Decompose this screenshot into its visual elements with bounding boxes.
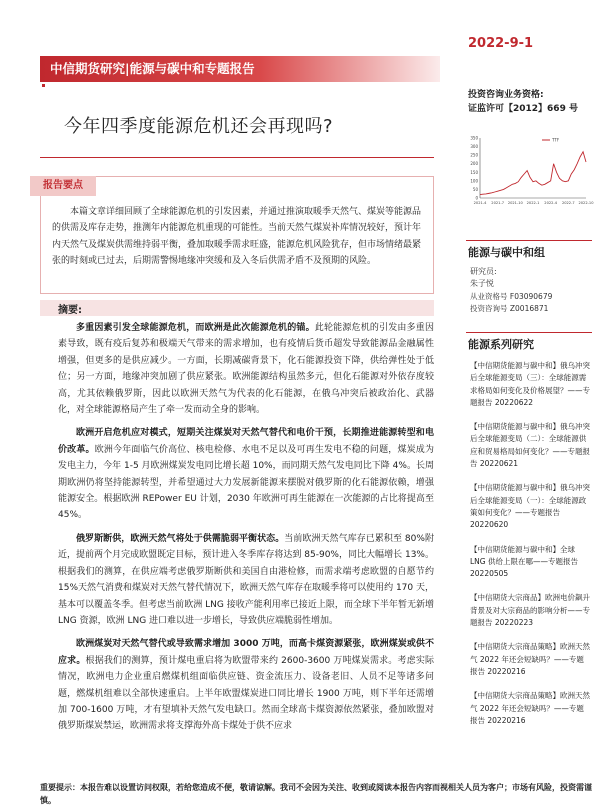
abstract-label: 摘要: — [58, 305, 82, 316]
sidebar-divider — [466, 332, 592, 333]
chart-y-tick-label: 150 — [470, 169, 478, 175]
abstract-paragraph — [58, 531, 434, 629]
disclaimer: 重要提示：本报告难以设置访问权限，若给您造成不便，敬请谅解。我司不会因为关注、收到或阅读本报告内容而视相关人员为客户；市场有风险，投资需谨慎。 — [40, 783, 592, 805]
paragraph-body: 此轮能源危机的引发由多重因素导致，既有疫后复苏和极端天气带来的需求增加，也有疫情后货币超发导致能源品金融属性增强，但更多的是供应减少。一方面，长期减碳背景下，化石能源投资下降，供给弹性处于低位；另一方面，地缘冲突加剧了供应紧张。欧洲能源结构虽然多元，但化石能源对外依存度较高，尤其依赖俄罗斯，因此以欧洲天然气为代表的化石能源，在俄乌冲突后被政治化、武器化，对全球能源格局产生了牵一发而动全身的影响。 — [58, 323, 434, 416]
paragraph-lead: 俄罗斯断供，欧洲天然气将处于供需脆弱平衡状态。 — [76, 533, 285, 544]
researcher-name: 朱子悦 — [470, 279, 494, 288]
qualification-number: 从业资格号 F03090679 — [470, 292, 553, 301]
chart-x-tick-label: 2022-1 — [526, 201, 540, 205]
related-report-link[interactable]: 【中信期货能源与碳中和】全球 LNG 供给上限在哪——专题报告 20220505 — [470, 544, 578, 579]
chart-y-tick-label: 300 — [470, 144, 478, 150]
title-divider — [40, 157, 434, 158]
chart-x-tick-label: 2022-7 — [561, 201, 575, 205]
paragraph-body: 当前欧洲天然气库存已累积至 80%附近，提前两个月完成欧盟既定目标，预计进入冬季库存将达到 85-90%，同比大幅增长 13%。根据我们的测算，在供应端考虑俄罗斯断供和美国自由港检修，而需求端考虑欧盟的自愿节约 15%天然气消费和煤炭对天然气替代情况下，欧洲天然气库存在取暖季将可以使用约 170 天，基本可以覆盖冬季。但考虑当前欧洲 LNG 接收产能利用率已接近上限，而全球下半年暂无新增 LNG 资源，欧洲 LNG 进口难以进一步增长，导致供应端脆弱性增加。 — [58, 533, 434, 626]
chart-y-tick-label: 350 — [470, 135, 478, 141]
consulting-number: 投资咨询号 Z0016871 — [470, 304, 549, 313]
sidebar-divider — [466, 240, 592, 241]
related-report-link[interactable]: 【中信期货大宗商品策略】欧洲天然气 2022 年还会短缺吗？——专题报告 20220216 — [470, 691, 590, 725]
series-title: 能源系列研究 — [468, 338, 534, 351]
chart-y-tick-label: 100 — [470, 178, 478, 184]
page-title: 今年四季度能源危机还会再现吗? — [64, 116, 334, 137]
abstract-paragraph — [58, 320, 434, 418]
sector-title: 能源与碳中和组 — [468, 246, 545, 259]
chart-x-tick-label: 2021-4 — [473, 201, 487, 205]
abstract-bar — [40, 300, 434, 316]
paragraph-lead: 多重因素引发全球能源危机，而欧洲是此次能源危机的锚。 — [76, 323, 315, 333]
chart-legend-label: TTF — [552, 137, 560, 143]
ttf-price-chart — [460, 130, 594, 210]
related-report-link[interactable]: 【中信期货能源与碳中和】俄乌冲突后全球能源变局（一）：全球能源政策如何变化？——专题报告 20220620 — [470, 483, 590, 530]
chart-series-line — [480, 152, 586, 195]
summary-tag: 报告要点 — [30, 176, 96, 196]
related-report-link[interactable]: 【中信期货大宗商品】欧洲电价飙升背景及对大宗商品的影响分析——专题报告 20220223 — [470, 593, 590, 628]
report-series-banner: 中信期货研究|能源与碳中和专题报告 — [40, 56, 440, 82]
report-date: 2022-9-1 — [468, 36, 534, 51]
related-report-link[interactable]: 【中信期货能源与碳中和】俄乌冲突后全球能源变局（三）：全球能源需求格局如何变化及价格展望？——专题报告 20220622 — [470, 361, 590, 407]
related-report-link[interactable]: 【中信期货大宗商品策略】欧洲天然气 2022 年还会短缺吗？——专题报告 20220216 — [470, 642, 590, 676]
related-reports-list — [470, 360, 590, 739]
researcher-label: 研究员: — [470, 267, 497, 276]
chart-x-tick-label: 2021-10 — [507, 201, 523, 205]
banner-dot — [42, 84, 45, 87]
paragraph-body: 欧洲今年面临气价高位、核电检修、水电不足以及可再生发电不稳的问题，煤炭成为发电主力，今年 1-5 月欧洲煤炭发电同比增长超 10%，而同期天然气发电同比下降 4%。长周期欧洲仍将坚持能源转型，并希望通过大力发展新能源来摆脱对俄罗斯的化石能源依赖，增强能源安全。根据欧洲 REPower EU 计划，2030 年欧洲可再生能源在一次能源的占比将提高至 45%。 — [58, 444, 434, 521]
abstract-paragraph — [58, 425, 434, 523]
chart-y-tick-label: 250 — [470, 152, 478, 158]
chart-x-tick-label: 2021-7 — [491, 201, 505, 205]
paragraph-lead: 欧洲开启危机应对模式，短期关注煤炭对天然气替代和电价干预，长期推进能源转型和电价改革。 — [58, 428, 434, 455]
abstract-body — [58, 320, 434, 742]
chart-y-tick-label: 50 — [472, 186, 478, 192]
summary-text: 本篇文章详细回顾了全球能源危机的引发因素，并通过推演取暖季天然气、煤炭等能源品的供需及库存走势，推测年内能源危机重现的可能性。当前天然气煤炭补库情况较好，预计年内天然气及煤炭供需维持弱平衡，叠加取暖季需求旺盛，能源危机风险犹存，但市场情绪最紧张的时刻或已过去，后期需警惕地缘冲突缓和及入冬后供需矛盾不及预期的风险。 — [52, 207, 422, 267]
related-report-link[interactable]: 【中信期货能源与碳中和】俄乌冲突后全球能源变局（二）：全球能源供应和贸易格局如何变化？——专题报告 20220621 — [470, 422, 590, 469]
qualification-block — [468, 88, 593, 116]
chart-x-tick-label: 2022-10 — [578, 201, 594, 205]
paragraph-lead: 欧洲煤炭对天然气替代或导致需求增加 3000 万吨，而高卡煤资源紧张，欧洲煤炭或供不应求。 — [58, 639, 434, 666]
qualification-label: 投资咨询业务资格: — [468, 90, 544, 100]
chart-x-tick-label: 2022-4 — [544, 201, 558, 205]
paragraph-body: 根据我们的测算，预计煤电重启将为欧盟带来约 2600-3600 万吨煤炭需求。考虑实际情况，欧洲电力企业重启燃煤机组面临供应链、资金流压力、设备老旧、人员不足等诸多问题，燃煤机组难以全部快速重启。上半年欧盟煤炭进口同比增长 1900 万吨，则下半年还需增加 700-1600 万吨，才有望填补天然气发电缺口。然而全球高卡煤资源依然紧张，叠加欧盟对俄罗斯煤炭禁运，欧洲需求将支撑海外高卡煤处于供不应求 — [58, 655, 434, 732]
chart-y-tick-label: 0 — [475, 195, 478, 201]
abstract-paragraph — [58, 636, 434, 734]
qualification-license: 证监许可【2012】669 号 — [468, 104, 578, 114]
chart-y-tick-label: 200 — [470, 161, 478, 167]
